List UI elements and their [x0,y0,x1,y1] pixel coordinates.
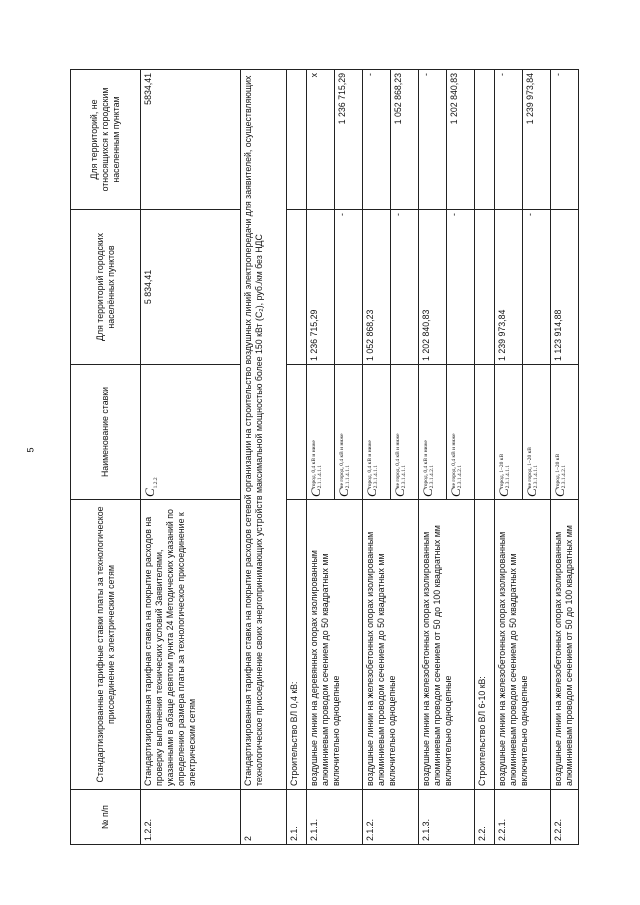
header-name: Стандартизированные тарифные ставки платы за технологическое присоединение к электрическим сетям [71,500,141,790]
header-num: № п/п [71,790,141,845]
table-row [287,70,307,845]
rate-symbol: $C_{1.2.2}$ [141,365,241,500]
row-name: воздушные линии на железобетонных опорах изолированным алюминиевым проводом сечением до 50 квадратных мм включительно одноцепные [363,500,419,790]
urban-value: 1 052 868,23 [363,210,391,365]
row-num: 2.2. [475,790,495,845]
row-num: 2.1.3. [419,790,475,845]
urban-value: 1 236 715,29 [307,210,335,365]
rural-value: - [363,70,391,210]
table-row [141,70,241,845]
row-name: Стандартизированная тарифная ставка на покрытие расходов сетевой организации на строительство воздушных линий электропередачи для заявителей, осуществляющих технологическое присоединение своих энергопринимающих устройств максимальной мощностью более 150 кВт (С₂), руб./км без НДС [241,70,287,790]
header-rural: Для территорий, не относящихся к городским населенным пунктам [71,70,141,210]
rate-symbol: C город, 0,4 кВ и ниже 2.3.1.4.2.1 [419,365,447,500]
row-num: 2 [241,790,287,845]
rural-value: 1 236 715,29 [335,70,363,210]
rate-symbol: C не город, 0,4 кВ и ниже 2.3.1.4.1.1 [391,365,419,500]
rural-value: - [419,70,447,210]
row-name: воздушные линии на железобетонных опорах изолированным алюминиевым проводом сечением от 50 до 100 квадратных мм включительно одноцепные [419,500,475,790]
urban-value: 1 202 840,83 [419,210,447,365]
rural-value: - [551,70,579,210]
table-row [241,70,287,845]
urban-value: - [447,210,475,365]
row-num: 2.1.2. [363,790,419,845]
row-name: Стандартизированная тарифная ставка на покрытие расходов на проверку выполнения технических условий Заявителями, указанными в абзаце девятом пункта 24 Методических указаний по определению размера платы за технологическое присоединение к электрическим сетям [141,500,241,790]
row-name: Строительство ВЛ 0,4 кВ: [287,500,307,790]
rate-symbol: C город, 1–20 кВ 2.3.1.4.1.1 [495,365,523,500]
rate-symbol: C город, 0,4 кВ и ниже 2.3.1.4.1.1 [363,365,391,500]
rural-value: - [495,70,523,210]
header-row [71,70,141,845]
rural-value: 1 202 840,83 [447,70,475,210]
row-num: 2.1.1. [307,790,363,845]
rate-symbol: C не город, 0,4 кВ и ниже 2.1.1.4.1.1 [335,365,363,500]
table-row [419,70,447,845]
row-name: воздушные линии на железобетонных опорах изолированным алюминиевым проводом сечением от 50 до 100 квадратных мм [551,500,579,790]
table-row [307,70,335,845]
rate-symbol: C город, 0,4 кВ и ниже 2.1.1.4.1.1 [307,365,335,500]
row-num: 2.1. [287,790,307,845]
tariff-table [70,69,579,845]
urban-value: 1 123 914,88 [551,210,579,365]
row-name: Строительство ВЛ 6-10 кВ: [475,500,495,790]
row-name: воздушные линии на деревянных опорах изолированным алюминиевым проводом сечением до 50 квадратных мм включительно одноцепные [307,500,363,790]
rural-value: 1 052 868,23 [391,70,419,210]
row-num: 2.2.2. [551,790,579,845]
header-urban: Для территорий городских населённых пунктов [71,210,141,365]
urban-value: - [391,210,419,365]
page-number: 5 [25,447,36,453]
table-row [475,70,495,845]
header-symbol: Наименование ставки [71,365,141,500]
row-num: 2.2.1. [495,790,551,845]
rotated-page [70,70,592,845]
row-num: 1.2.2. [141,790,241,845]
rate-symbol: C не город, 1–20 кВ 2.3.1.4.1.1 [523,365,551,500]
urban-value: - [335,210,363,365]
table-row [551,70,579,845]
rural-value: 1 239 973,84 [523,70,551,210]
row-name: воздушные линии на железобетонных опорах изолированным алюминиевым проводом сечением до 50 квадратных мм включительно одноцепные [495,500,551,790]
rate-symbol: C не город, 0,4 кВ и ниже 2.3.1.4.2.1 [447,365,475,500]
rate-symbol: C город, 1–20 кВ 2.3.1.4.2.1 [551,365,579,500]
rural-value: x [307,70,335,210]
urban-value: 5 834,41 [141,210,241,365]
table-row [363,70,391,845]
urban-value: - [523,210,551,365]
urban-value: 1 239 973,84 [495,210,523,365]
rural-value: 5834,41 [141,70,241,210]
table-row [495,70,523,845]
